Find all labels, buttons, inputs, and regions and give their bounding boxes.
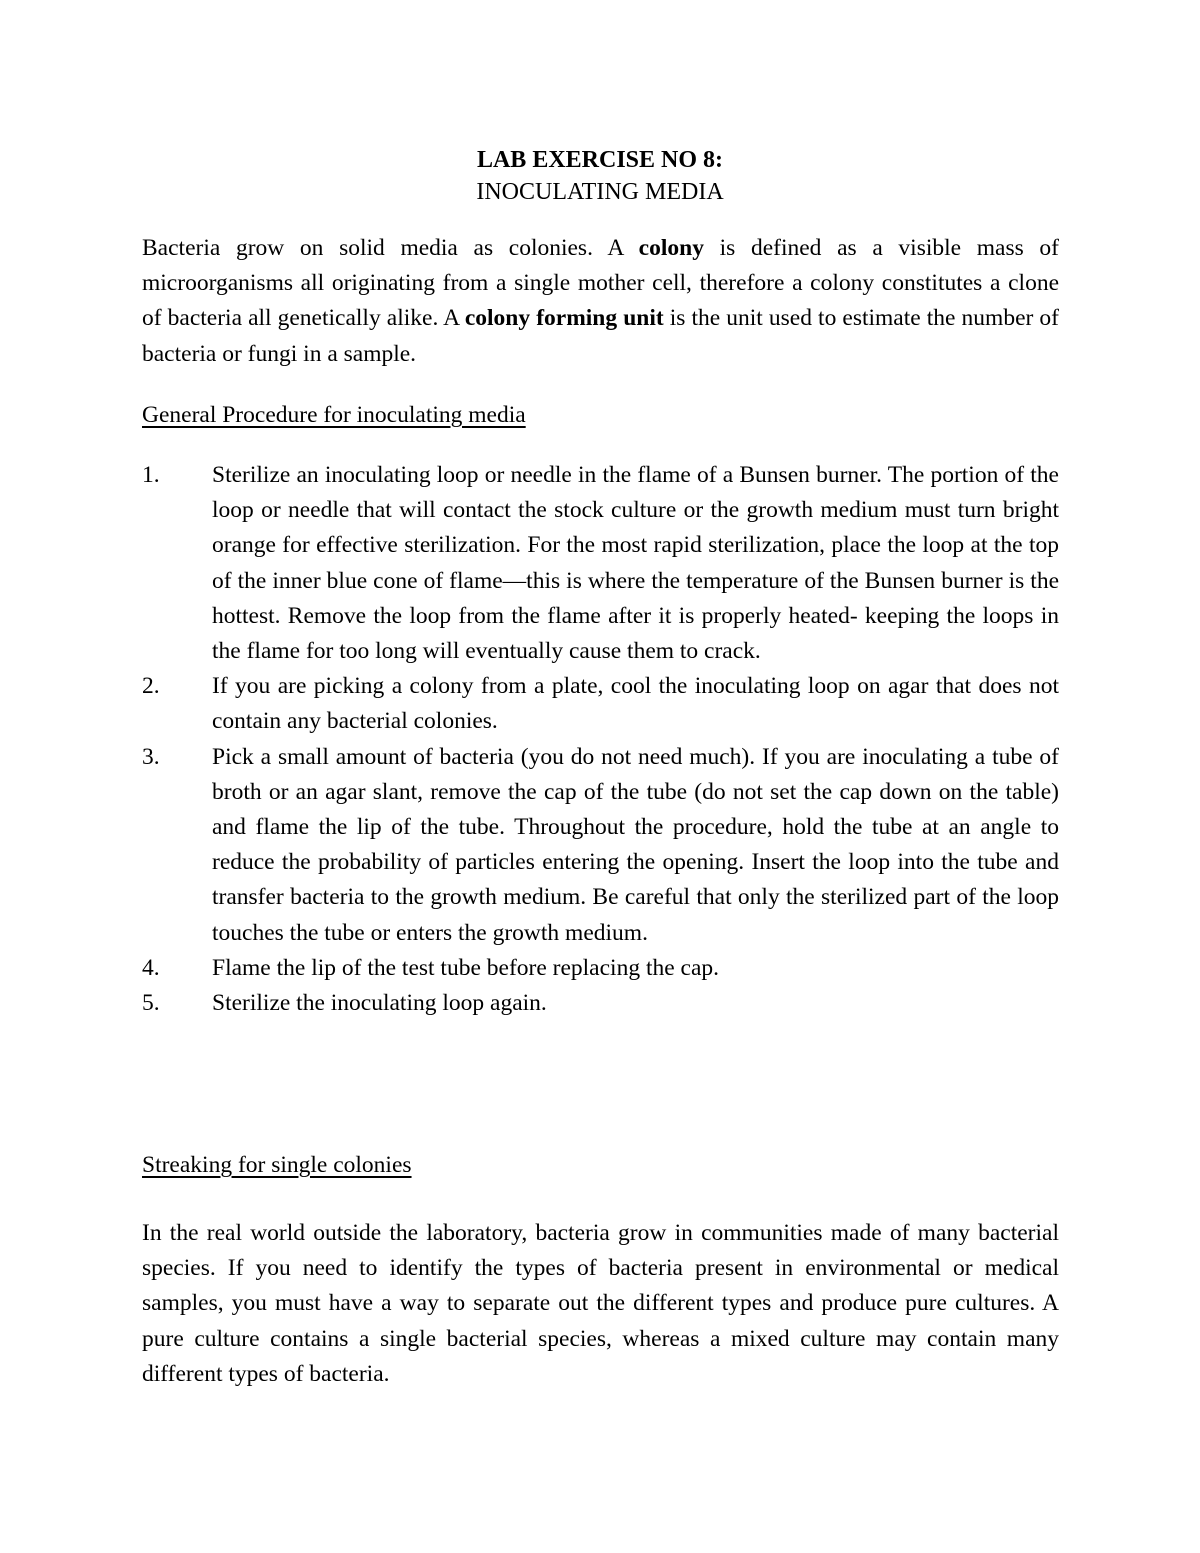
section-heading-general-procedure: General Procedure for inoculating media [142,402,526,428]
step-number: 5. [142,990,160,1017]
intro-text-3: is the unit used to estimate the number of bacteria or fungi in a sample. [142,305,1059,367]
step-text: Pick a small amount of bacteria (you do not need much). If you are inoculating a tube of broth or an agar slant, remove the cap of the tube (do not set the cap down on the table) and flame the lip of the tube. Throughout the procedure, hold the tube at an angle to reduce the probability of particles entering the opening. Insert the loop into the tube and transfer bacteria to the growth medium. Be careful that only the sterilized part of the loop touches the tube or enters the growth medium. [212,743,1059,946]
step-number: 2. [142,673,160,700]
term-colony-forming-unit: colony forming unit [464,305,664,332]
step-text: Sterilize an inoculating loop or needle in the flame of a Bunsen burner. The portion of the loop or needle that will contact the stock culture or the growth medium must turn bright orange for effective sterilization. For the most rapid sterilization, place the loop at the top of the inner blue cone of flame—this is where the temperature of the Bunsen burner is the hottest. Remove the loop from the flame after it is properly heated- keeping the loops in the flame for too long will eventually cause them to crack. [212,462,1059,665]
procedure-step [142,986,1059,1021]
step-text: If you are picking a colony from a plate, cool the inoculating loop on agar that does not contain any bacterial colonies. [212,673,1059,735]
intro-text-1: Bacteria grow on solid media as colonies. A [142,235,639,261]
procedure-step [142,669,1059,739]
intro-text-2: is defined as a visible mass of microorganisms all originating from a single mother cell, therefore a colony constitutes a clone of bacteria all genetically alike. A [142,235,1059,332]
step-text: Flame the lip of the test tube before replacing the cap. [212,954,720,981]
procedure-step [142,740,1059,951]
term-colony: colony [638,235,704,261]
procedure-step [142,458,1059,669]
step-number: 1. [142,462,160,488]
step-text: Sterilize the inoculating loop again. [212,990,547,1017]
intro-paragraph [142,231,1059,372]
document-subtitle: INOCULATING MEDIA [476,179,724,205]
procedure-step [142,951,1059,986]
procedure-steps-list [142,458,1059,1021]
step-number: 3. [142,743,160,770]
section-heading-streaking: Streaking for single colonies [142,1152,412,1178]
document-title: LAB EXERCISE NO 8: [476,147,724,173]
streaking-paragraph: In the real world outside the laboratory, bacteria grow in communities made of many bacterial species. If you need to identify the types of bacteria present in environmental or medical samples, you must have a way to separate out the different types and produce pure cultures. A pure culture contains a single bacterial species, whereas a mixed culture may contain many different types of bacteria. [142,1220,1059,1387]
step-number: 4. [142,954,160,981]
